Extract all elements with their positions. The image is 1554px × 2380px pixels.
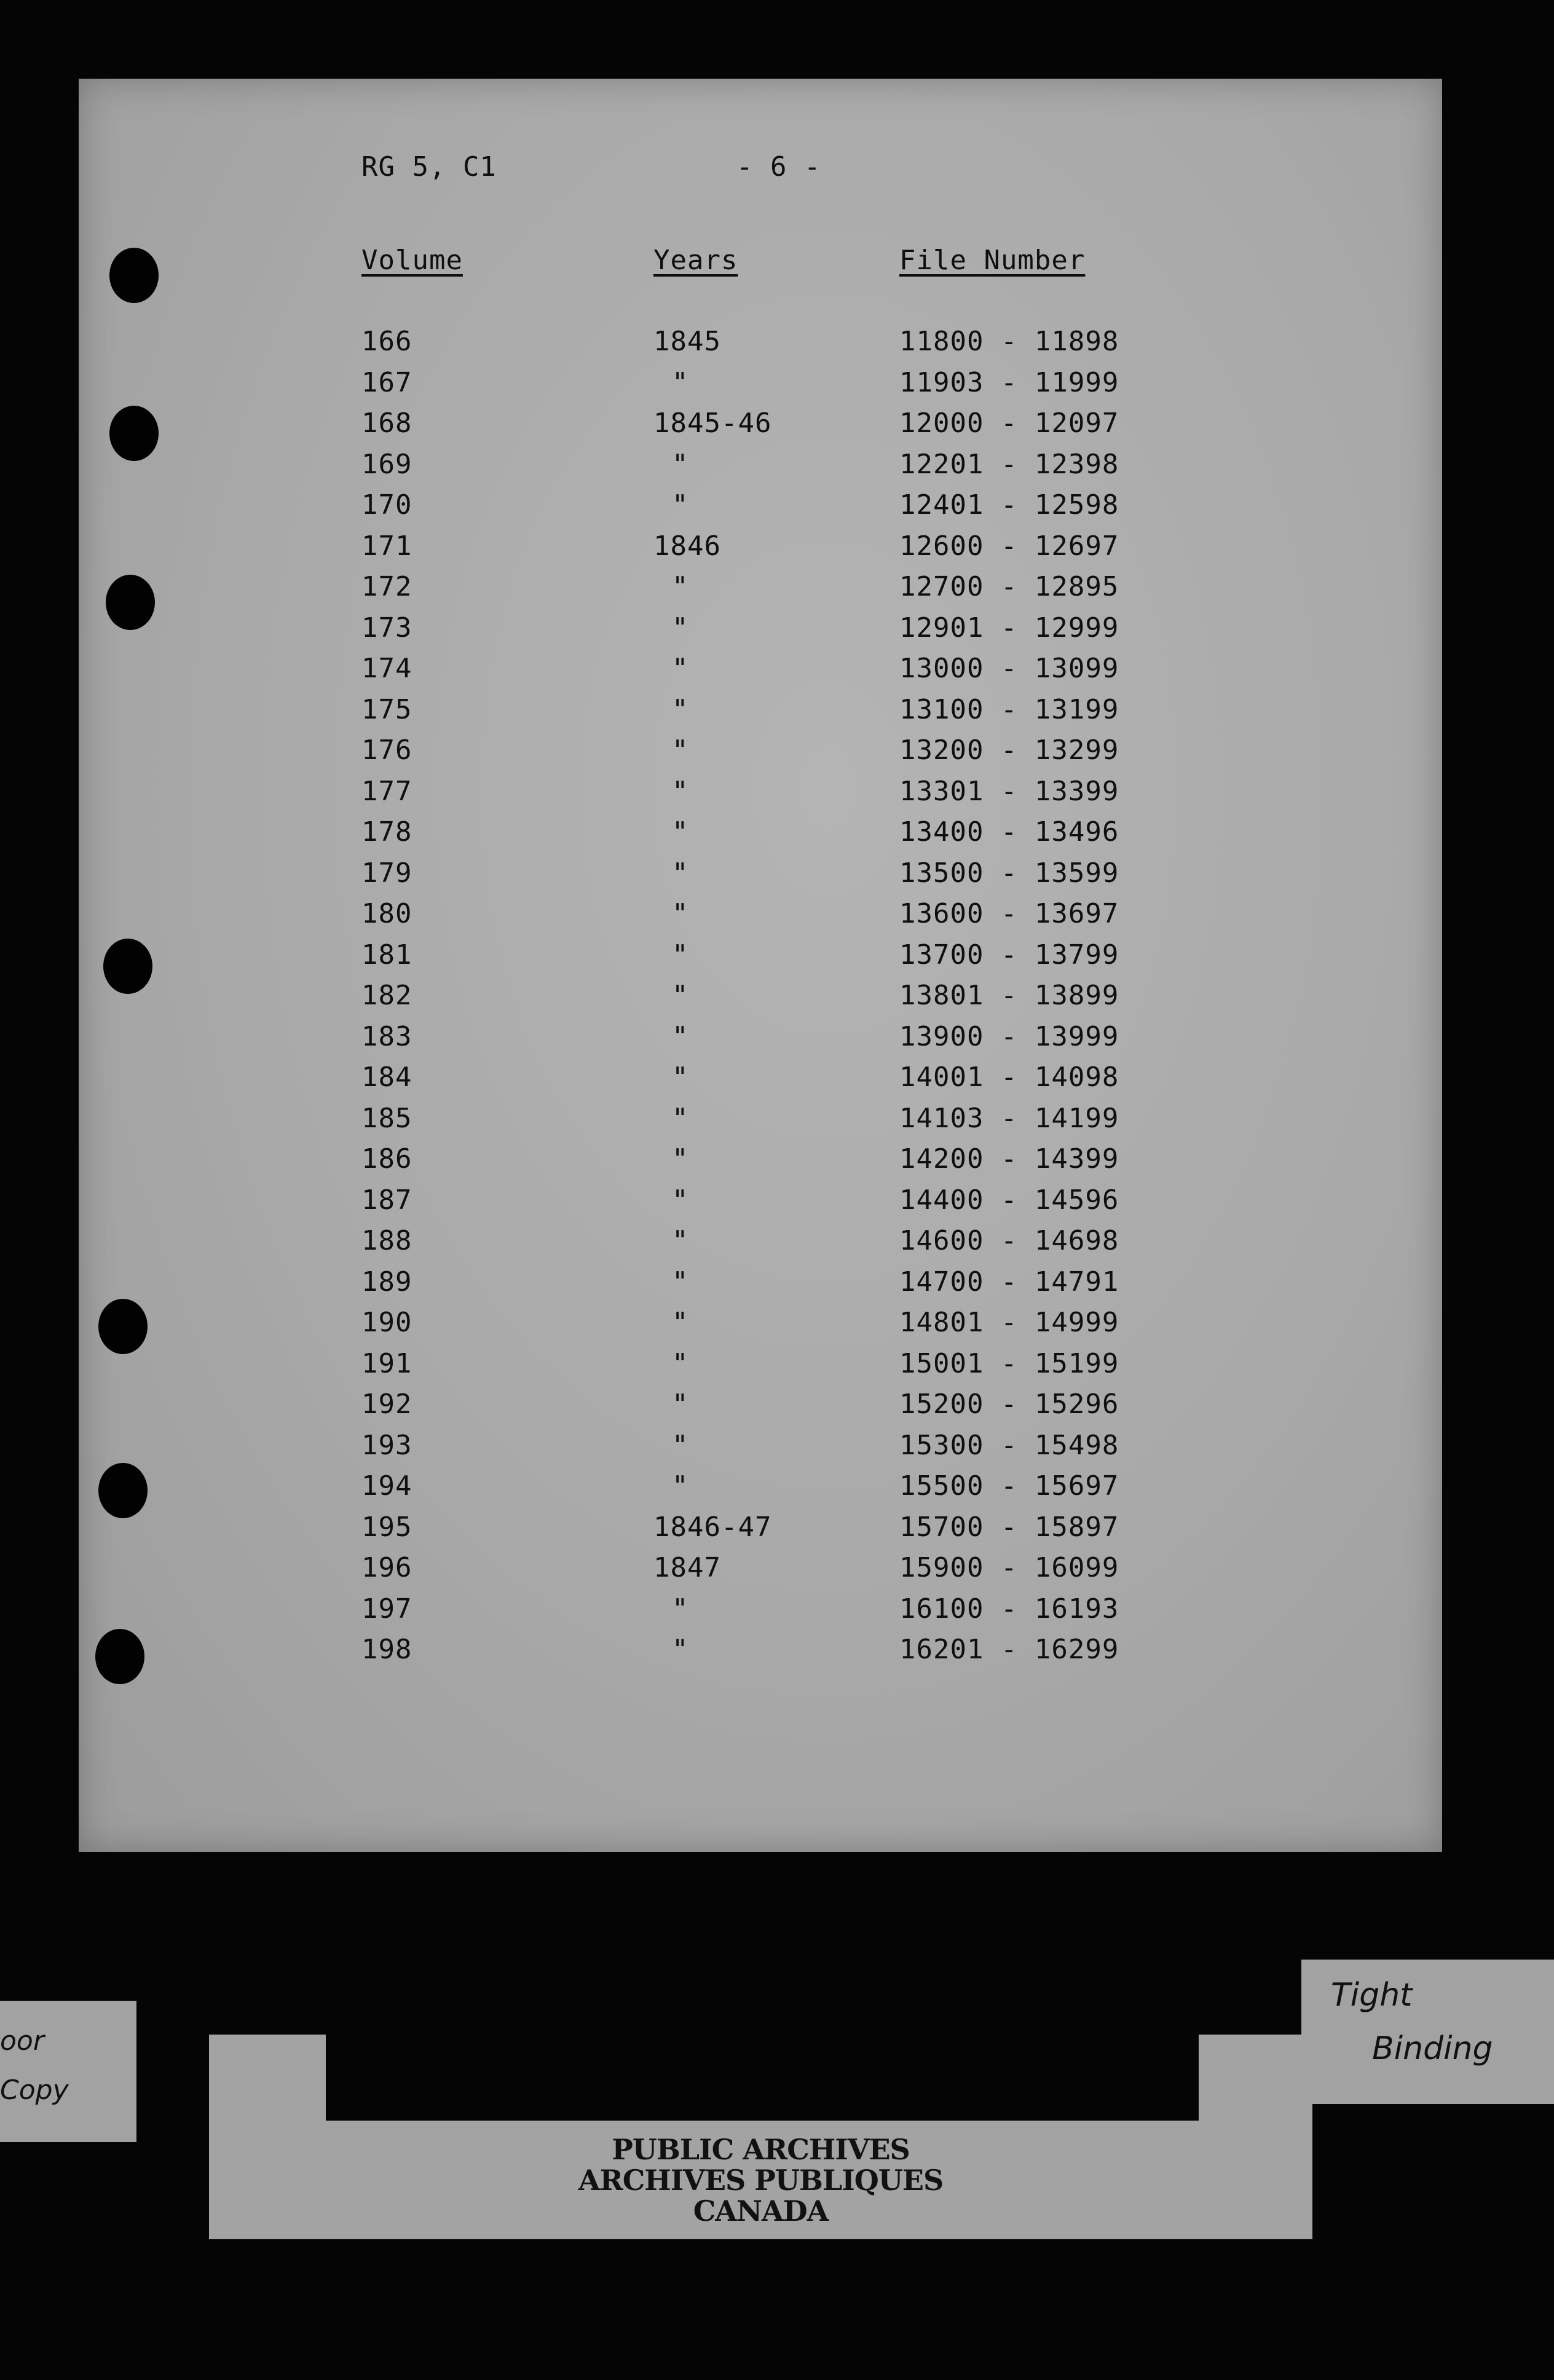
file-number-cell: 15001 - 15199 bbox=[899, 1347, 1119, 1379]
poor-copy-note bbox=[0, 2001, 136, 2142]
volume-cell: 168 bbox=[361, 408, 412, 439]
volume-cell: 184 bbox=[361, 1062, 412, 1093]
volume-cell: 181 bbox=[361, 939, 412, 971]
file-number-cell: 13400 - 13496 bbox=[899, 816, 1119, 848]
volume-cell: 173 bbox=[361, 612, 412, 644]
table-row bbox=[79, 1184, 1442, 1225]
table-row bbox=[79, 898, 1442, 939]
years-column-header: Years bbox=[653, 245, 738, 276]
years-cell: " bbox=[672, 612, 689, 644]
table-row bbox=[79, 1389, 1442, 1429]
years-cell: 1846 bbox=[653, 530, 721, 562]
file-number-cell: 12201 - 12398 bbox=[899, 448, 1119, 480]
volume-cell: 194 bbox=[361, 1470, 412, 1502]
file-number-cell: 13700 - 13799 bbox=[899, 939, 1119, 971]
years-cell: " bbox=[672, 1593, 689, 1625]
years-cell: " bbox=[672, 980, 689, 1011]
table-row bbox=[79, 694, 1442, 735]
years-cell: " bbox=[672, 1020, 689, 1052]
volume-cell: 189 bbox=[361, 1266, 412, 1298]
volume-cell: 186 bbox=[361, 1143, 412, 1175]
file-number-cell: 12401 - 12598 bbox=[899, 489, 1119, 521]
file-number-cell: 12901 - 12999 bbox=[899, 612, 1119, 644]
years-cell: " bbox=[672, 1062, 689, 1093]
years-cell: " bbox=[672, 775, 689, 807]
file-number-cell: 11800 - 11898 bbox=[899, 326, 1119, 357]
volume-cell: 176 bbox=[361, 735, 412, 766]
file-number-cell: 13100 - 13199 bbox=[899, 693, 1119, 725]
years-cell: " bbox=[672, 653, 689, 684]
volume-cell: 195 bbox=[361, 1511, 412, 1543]
binder-hole bbox=[95, 1629, 144, 1684]
years-cell: " bbox=[672, 571, 689, 602]
table-row bbox=[79, 367, 1442, 408]
file-number-cell: 14700 - 14791 bbox=[899, 1266, 1119, 1298]
file-number-cell: 13801 - 13899 bbox=[899, 980, 1119, 1011]
volume-cell: 193 bbox=[361, 1429, 412, 1461]
file-number-cell: 14200 - 14399 bbox=[899, 1143, 1119, 1175]
file-number-cell: 13200 - 13299 bbox=[899, 735, 1119, 766]
table-row bbox=[79, 939, 1442, 980]
typed-page bbox=[79, 79, 1442, 1852]
years-cell: " bbox=[672, 939, 689, 971]
binder-hole bbox=[103, 939, 152, 994]
binder-hole bbox=[98, 1463, 148, 1518]
years-cell: " bbox=[672, 1347, 689, 1379]
tight-binding-line-2: Binding bbox=[1372, 2030, 1493, 2067]
file-number-cell: 13000 - 13099 bbox=[899, 653, 1119, 684]
table-row bbox=[79, 530, 1442, 571]
table-row bbox=[79, 1552, 1442, 1593]
file-number-cell: 14001 - 14098 bbox=[899, 1062, 1119, 1093]
years-cell: " bbox=[672, 735, 689, 766]
tight-binding-note bbox=[1301, 1960, 1554, 2104]
page-number: - 6 - bbox=[736, 151, 821, 183]
stamp-line-3: CANADA bbox=[693, 2194, 829, 2228]
table-row bbox=[79, 408, 1442, 448]
volume-cell: 192 bbox=[361, 1389, 412, 1420]
table-row bbox=[79, 1307, 1442, 1347]
volume-cell: 182 bbox=[361, 980, 412, 1011]
years-cell: 1847 bbox=[653, 1552, 721, 1583]
years-cell: " bbox=[672, 1389, 689, 1420]
file-number-cell: 12600 - 12697 bbox=[899, 530, 1119, 562]
public-archives-stamp bbox=[209, 2035, 1312, 2239]
years-cell: " bbox=[672, 898, 689, 929]
stamp-line-1: PUBLIC ARCHIVES bbox=[612, 2133, 910, 2166]
volume-cell: 170 bbox=[361, 489, 412, 521]
years-cell: " bbox=[672, 857, 689, 889]
years-cell: " bbox=[672, 366, 689, 398]
binder-hole bbox=[106, 575, 155, 630]
file-number-cell: 16201 - 16299 bbox=[899, 1634, 1119, 1665]
years-cell: 1845-46 bbox=[653, 408, 772, 439]
file-number-cell: 14801 - 14999 bbox=[899, 1307, 1119, 1338]
volume-cell: 191 bbox=[361, 1347, 412, 1379]
table-row bbox=[79, 1593, 1442, 1634]
years-cell: " bbox=[672, 1143, 689, 1175]
file-number-column-header: File Number bbox=[899, 245, 1086, 276]
poor-copy-line-1: oor bbox=[0, 2025, 44, 2057]
years-cell: 1845 bbox=[653, 326, 721, 357]
table-row bbox=[79, 776, 1442, 816]
volume-cell: 180 bbox=[361, 898, 412, 929]
binder-hole bbox=[109, 248, 159, 303]
file-number-cell: 13500 - 13599 bbox=[899, 857, 1119, 889]
poor-copy-line-2: Copy bbox=[0, 2075, 69, 2106]
file-number-cell: 12000 - 12097 bbox=[899, 408, 1119, 439]
years-cell: " bbox=[672, 448, 689, 480]
years-cell: " bbox=[672, 1102, 689, 1134]
table-row bbox=[79, 980, 1442, 1020]
file-number-cell: 14400 - 14596 bbox=[899, 1184, 1119, 1216]
years-cell: " bbox=[672, 693, 689, 725]
file-number-cell: 16100 - 16193 bbox=[899, 1593, 1119, 1625]
volume-cell: 172 bbox=[361, 571, 412, 602]
years-cell: " bbox=[672, 816, 689, 848]
table-row bbox=[79, 653, 1442, 693]
volume-cell: 166 bbox=[361, 326, 412, 357]
years-cell: " bbox=[672, 1634, 689, 1665]
table-row bbox=[79, 1143, 1442, 1184]
volume-cell: 190 bbox=[361, 1307, 412, 1338]
table-row bbox=[79, 1634, 1442, 1674]
volume-cell: 175 bbox=[361, 693, 412, 725]
file-number-cell: 13900 - 13999 bbox=[899, 1020, 1119, 1052]
table-row bbox=[79, 1062, 1442, 1102]
file-number-cell: 15900 - 16099 bbox=[899, 1552, 1119, 1583]
table-row bbox=[79, 1348, 1442, 1389]
volume-cell: 185 bbox=[361, 1102, 412, 1134]
volume-cell: 174 bbox=[361, 653, 412, 684]
table-row bbox=[79, 449, 1442, 489]
binder-hole bbox=[109, 406, 159, 461]
table-row bbox=[79, 1103, 1442, 1143]
volume-cell: 196 bbox=[361, 1552, 412, 1583]
table-row bbox=[79, 326, 1442, 366]
file-number-cell: 13600 - 13697 bbox=[899, 898, 1119, 929]
years-cell: " bbox=[672, 1266, 689, 1298]
file-number-cell: 11903 - 11999 bbox=[899, 366, 1119, 398]
years-cell: " bbox=[672, 1225, 689, 1256]
table-row bbox=[79, 735, 1442, 775]
years-cell: " bbox=[672, 1429, 689, 1461]
table-row bbox=[79, 857, 1442, 898]
stamp-line-2: ARCHIVES PUBLIQUES bbox=[578, 2164, 944, 2197]
years-cell: " bbox=[672, 1470, 689, 1502]
file-number-cell: 15200 - 15296 bbox=[899, 1389, 1119, 1420]
volume-cell: 169 bbox=[361, 448, 412, 480]
volume-cell: 167 bbox=[361, 366, 412, 398]
volume-cell: 183 bbox=[361, 1020, 412, 1052]
file-number-cell: 12700 - 12895 bbox=[899, 571, 1119, 602]
volume-cell: 187 bbox=[361, 1184, 412, 1216]
volume-cell: 188 bbox=[361, 1225, 412, 1256]
table-row bbox=[79, 1430, 1442, 1470]
binder-hole bbox=[98, 1299, 148, 1354]
record-group-reference: RG 5, C1 bbox=[361, 151, 497, 183]
stamp-window bbox=[326, 2035, 1199, 2121]
file-number-cell: 15300 - 15498 bbox=[899, 1429, 1119, 1461]
file-number-cell: 15500 - 15697 bbox=[899, 1470, 1119, 1502]
table-row bbox=[79, 816, 1442, 857]
table-row bbox=[79, 612, 1442, 653]
table-row bbox=[79, 1470, 1442, 1511]
file-number-cell: 14103 - 14199 bbox=[899, 1102, 1119, 1134]
volume-cell: 171 bbox=[361, 530, 412, 562]
years-cell: " bbox=[672, 1307, 689, 1338]
table-row bbox=[79, 1021, 1442, 1062]
volume-cell: 178 bbox=[361, 816, 412, 848]
file-number-cell: 15700 - 15897 bbox=[899, 1511, 1119, 1543]
volume-cell: 198 bbox=[361, 1634, 412, 1665]
volume-cell: 179 bbox=[361, 857, 412, 889]
table-row bbox=[79, 1266, 1442, 1307]
file-number-cell: 14600 - 14698 bbox=[899, 1225, 1119, 1256]
years-cell: " bbox=[672, 1184, 689, 1216]
years-cell: " bbox=[672, 489, 689, 521]
table-row bbox=[79, 571, 1442, 612]
volume-cell: 177 bbox=[361, 775, 412, 807]
table-row bbox=[79, 1511, 1442, 1552]
tight-binding-line-1: Tight bbox=[1331, 1977, 1413, 2014]
years-cell: 1846-47 bbox=[653, 1511, 772, 1543]
volume-column-header: Volume bbox=[361, 245, 463, 276]
volume-cell: 197 bbox=[361, 1593, 412, 1625]
table-row bbox=[79, 489, 1442, 530]
table-row bbox=[79, 1225, 1442, 1266]
file-number-cell: 13301 - 13399 bbox=[899, 775, 1119, 807]
